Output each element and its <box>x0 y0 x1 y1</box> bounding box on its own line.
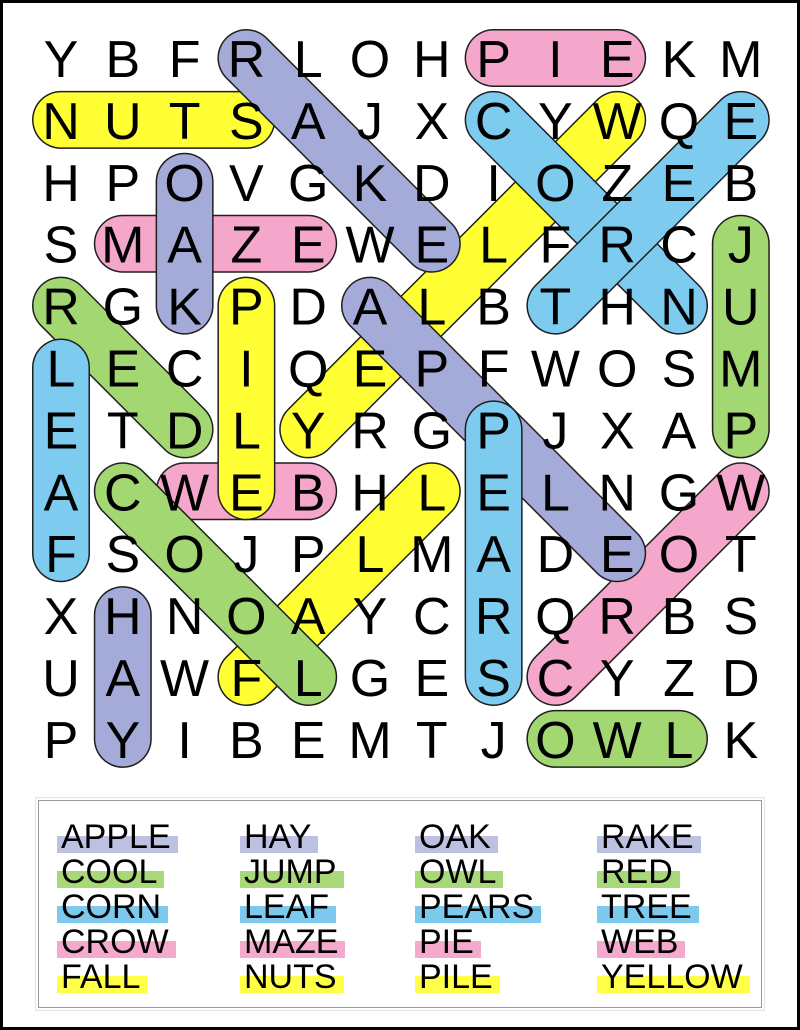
grid-cell-letter[interactable]: P <box>723 402 759 461</box>
grid-cell-letter[interactable]: Y <box>599 650 635 708</box>
grid-cell-letter[interactable]: P <box>290 526 326 585</box>
word-list-item-yellow: YELLOW <box>601 960 761 995</box>
grid-cell-letter[interactable]: Z <box>663 650 695 708</box>
grid-cell-letter[interactable]: F <box>45 526 77 585</box>
grid-cell-letter[interactable]: N <box>42 92 80 151</box>
grid-cell-letter[interactable]: G <box>411 402 453 461</box>
grid-cell-letter[interactable]: C <box>104 464 142 523</box>
word-list-item-maze: MAZE <box>244 925 419 960</box>
grid-cell-letter[interactable]: E <box>414 650 450 708</box>
grid-cell-letter[interactable]: P <box>43 711 79 770</box>
grid-cell-letter[interactable]: O <box>535 154 576 213</box>
grid-cell-letter[interactable]: E <box>661 154 697 213</box>
grid-cell-letter[interactable]: Y <box>105 711 141 770</box>
grid-cell-letter[interactable]: S <box>661 340 697 399</box>
word-list-column <box>244 820 419 995</box>
grid-cell-letter[interactable]: E <box>723 92 759 151</box>
word-list-column <box>601 820 761 995</box>
grid-cell-letter[interactable]: K <box>661 31 697 89</box>
grid-cell-letter[interactable]: A <box>43 464 79 523</box>
grid-cell-letter[interactable]: Y <box>290 402 326 461</box>
grid-cell-letter[interactable]: S <box>723 588 759 647</box>
grid-cell-letter[interactable]: H <box>351 464 389 523</box>
grid-cell-letter[interactable]: O <box>164 154 205 213</box>
grid-cell-letter[interactable]: M <box>719 340 763 399</box>
grid-cell-letter[interactable]: B <box>290 464 326 523</box>
grid-cell-letter[interactable]: P <box>105 154 141 213</box>
grid-cell-letter[interactable]: R <box>474 588 513 647</box>
grid-cell-letter[interactable]: P <box>476 402 511 461</box>
grid-cell-letter[interactable]: J <box>542 402 569 461</box>
grid-cell-letter[interactable]: R <box>227 31 266 89</box>
grid-cell-letter[interactable]: L <box>293 31 323 89</box>
grid-cell-letter[interactable]: T <box>724 526 757 585</box>
grid-cell-letter[interactable]: J <box>480 711 507 770</box>
grid-cell-letter[interactable]: T <box>106 402 139 461</box>
grid-cell-letter[interactable]: H <box>413 31 451 89</box>
grid-cell-letter[interactable]: C <box>165 340 204 399</box>
grid-cell-letter[interactable]: M <box>410 526 454 585</box>
word-list-item-tree: TREE <box>601 890 761 925</box>
grid-cell-letter[interactable]: L <box>417 278 447 337</box>
grid-cell-letter[interactable]: S <box>105 526 141 585</box>
grid-cell-letter[interactable]: L <box>664 711 694 770</box>
grid-cell-letter[interactable]: V <box>229 154 264 213</box>
grid-cell-letter[interactable]: Y <box>352 588 388 647</box>
grid-cell-letter[interactable]: D <box>413 154 451 213</box>
grid-cell-letter[interactable]: C <box>413 588 451 647</box>
grid-cell-letter[interactable]: G <box>287 154 329 213</box>
grid-cell-letter[interactable]: A <box>167 216 202 275</box>
grid-cell-letter[interactable]: T <box>415 711 448 770</box>
grid-cell-letter[interactable]: G <box>349 650 391 708</box>
word-list-column <box>419 820 601 995</box>
grid-cell-letter[interactable]: W <box>160 650 210 708</box>
grid-cell-letter[interactable]: U <box>722 278 760 337</box>
grid-cell-letter[interactable]: E <box>414 216 450 275</box>
grid-cell-letter[interactable]: X <box>43 588 79 647</box>
grid-cell-letter[interactable]: Y <box>43 31 79 89</box>
grid-cell-letter[interactable]: H <box>104 588 142 647</box>
grid-cell-letter[interactable]: R <box>351 402 389 461</box>
grid-cell-letter[interactable]: R <box>598 216 636 275</box>
grid-cell-letter[interactable]: K <box>352 154 388 213</box>
grid-cell-letter[interactable]: L <box>46 340 76 399</box>
grid-cell-letter[interactable]: M <box>348 711 392 770</box>
grid-cell-letter[interactable]: M <box>719 31 763 89</box>
grid-cell-letter[interactable]: D <box>536 526 575 585</box>
grid-cell-letter[interactable]: Z <box>230 216 263 275</box>
word-list-item-pears: PEARS <box>419 890 601 925</box>
grid-cell-letter[interactable]: I <box>239 340 254 399</box>
grid-cell-letter[interactable]: E <box>229 464 264 523</box>
word-list-item-hay: HAY <box>244 820 419 855</box>
grid-cell-letter[interactable]: H <box>598 278 636 337</box>
word-list <box>39 801 761 995</box>
grid-cell-letter[interactable]: N <box>165 588 204 647</box>
grid-cell-letter[interactable]: P <box>476 31 511 89</box>
grid-cell-letter[interactable]: D <box>165 402 204 461</box>
grid-cell-letter[interactable]: R <box>42 278 80 337</box>
grid-cell-letter[interactable]: N <box>598 464 636 523</box>
grid-cell-letter[interactable]: E <box>290 711 326 770</box>
grid-cell-letter[interactable]: L <box>417 464 447 523</box>
word-list-item-jump: JUMP <box>244 855 419 890</box>
word-list-item-fall: FALL <box>61 960 244 995</box>
word-list-item-owl: OWL <box>419 855 601 890</box>
grid-cell-letter[interactable]: T <box>168 92 201 151</box>
grid-cell-letter[interactable]: J <box>727 216 754 275</box>
grid-cell-letter[interactable]: G <box>658 464 700 523</box>
grid-cell-letter[interactable]: E <box>599 31 635 89</box>
word-list-item-red: RED <box>601 855 761 890</box>
grid-cell-letter[interactable]: U <box>104 92 142 151</box>
grid-cell-letter[interactable]: B <box>476 278 511 337</box>
word-list-item-nuts: NUTS <box>244 960 419 995</box>
grid-cell-letter[interactable]: M <box>101 216 145 275</box>
grid-cell-letter[interactable]: L <box>479 216 509 275</box>
word-list-item-cool: COOL <box>61 855 244 890</box>
grid-cell-letter[interactable]: Q <box>535 588 576 647</box>
grid-cell-letter[interactable]: X <box>414 92 450 151</box>
grid-cell-letter[interactable]: O <box>658 526 700 585</box>
grid-cell-letter[interactable]: G <box>102 278 144 337</box>
grid-cell-letter[interactable]: L <box>355 526 385 585</box>
grid-cell-letter[interactable]: L <box>231 402 261 461</box>
grid-cell-letter[interactable]: A <box>476 526 511 585</box>
grid-cell-letter[interactable]: O <box>349 31 391 89</box>
grid-cell-letter[interactable]: Z <box>601 154 634 213</box>
grid-cell-letter[interactable]: L <box>293 650 323 708</box>
grid-cell-letter[interactable]: B <box>229 711 264 770</box>
grid-cell-letter[interactable]: A <box>290 92 326 151</box>
grid-cell-letter[interactable]: Q <box>658 92 700 151</box>
grid-cell-letter[interactable]: E <box>599 526 635 585</box>
grid-cell-letter[interactable]: O <box>596 340 638 399</box>
word-list-item-apple: APPLE <box>61 820 244 855</box>
grid-cell-letter[interactable]: F <box>230 650 263 708</box>
grid-cell-letter[interactable]: W <box>716 464 766 523</box>
word-list-item-crow: CROW <box>61 925 244 960</box>
grid-cell-letter[interactable]: Q <box>287 340 329 399</box>
word-list-column <box>61 820 244 995</box>
grid-cell-letter[interactable]: Y <box>538 92 573 151</box>
grid-cell-letter[interactable]: I <box>486 154 501 213</box>
grid-cell-letter[interactable]: A <box>661 402 697 461</box>
grid-cell-letter[interactable]: S <box>476 650 511 708</box>
grid-cell-letter[interactable]: W <box>592 711 642 770</box>
grid-cell-letter[interactable]: N <box>660 278 698 337</box>
grid-cell-letter[interactable]: P <box>229 278 264 337</box>
word-list-item-corn: CORN <box>61 890 244 925</box>
grid-cell-letter[interactable]: D <box>289 278 327 337</box>
word-list-item-rake: RAKE <box>601 820 761 855</box>
grid-cell-letter[interactable]: I <box>548 31 563 89</box>
word-list-item-pie: PIE <box>419 925 601 960</box>
grid-cell-letter[interactable]: W <box>345 216 395 275</box>
grid-cell-letter[interactable]: I <box>177 711 192 770</box>
grid-cell-letter[interactable]: S <box>43 216 79 275</box>
grid-cell-letter[interactable]: B <box>723 154 759 213</box>
grid-cell-letter[interactable]: X <box>599 402 635 461</box>
word-list-item-leaf: LEAF <box>244 890 419 925</box>
grid-cell-letter[interactable]: H <box>42 154 80 213</box>
grid-cell-letter[interactable]: T <box>539 278 572 337</box>
grid-cell-letter[interactable]: D <box>722 650 760 708</box>
grid-cell-letter[interactable]: W <box>592 92 642 151</box>
word-list-item-web: WEB <box>601 925 761 960</box>
grid-cell-letter[interactable]: R <box>598 588 636 647</box>
grid-cell-letter[interactable]: J <box>233 526 260 585</box>
grid-cell-letter[interactable]: F <box>477 340 510 399</box>
grid-cell-letter[interactable]: F <box>168 31 201 89</box>
grid-cell-letter[interactable]: E <box>352 340 388 399</box>
grid-cell-letter[interactable]: E <box>105 340 141 399</box>
grid-cell-letter[interactable]: F <box>539 216 572 275</box>
grid-cell-letter[interactable]: B <box>105 31 141 89</box>
grid-cell-letter[interactable]: U <box>42 650 80 708</box>
grid-cell-letter[interactable]: O <box>535 711 576 770</box>
grid-cell-letter[interactable]: B <box>661 588 697 647</box>
grid-cell-letter[interactable]: W <box>530 340 580 399</box>
grid-cell-letter[interactable]: S <box>229 92 264 151</box>
grid-cell-letter[interactable]: E <box>43 402 79 461</box>
word-list-item-oak: OAK <box>419 820 601 855</box>
grid-cell-letter[interactable]: E <box>476 464 511 523</box>
grid-cell-letter[interactable]: J <box>357 92 383 151</box>
grid-cell-letter[interactable]: K <box>723 711 759 770</box>
word-list-panel <box>38 800 762 1008</box>
grid-cell-letter[interactable]: L <box>540 464 570 523</box>
grid-cell-letter[interactable]: K <box>167 278 202 337</box>
grid-cell-letter[interactable]: A <box>352 278 388 337</box>
grid-cell-letter[interactable]: C <box>660 216 698 275</box>
grid-cell-letter[interactable]: A <box>290 588 326 647</box>
word-list-item-pile: PILE <box>419 960 601 995</box>
grid-cell-letter[interactable]: A <box>105 650 141 708</box>
grid-cell-letter[interactable]: O <box>226 588 267 647</box>
grid-cell-letter[interactable]: W <box>160 464 210 523</box>
grid-cell-letter[interactable]: E <box>290 216 326 275</box>
grid-cell-letter[interactable]: O <box>164 526 205 585</box>
grid-cell-letter[interactable]: P <box>414 340 450 399</box>
grid-cell-letter[interactable]: C <box>474 92 513 151</box>
grid-cell-letter[interactable]: C <box>536 650 575 708</box>
